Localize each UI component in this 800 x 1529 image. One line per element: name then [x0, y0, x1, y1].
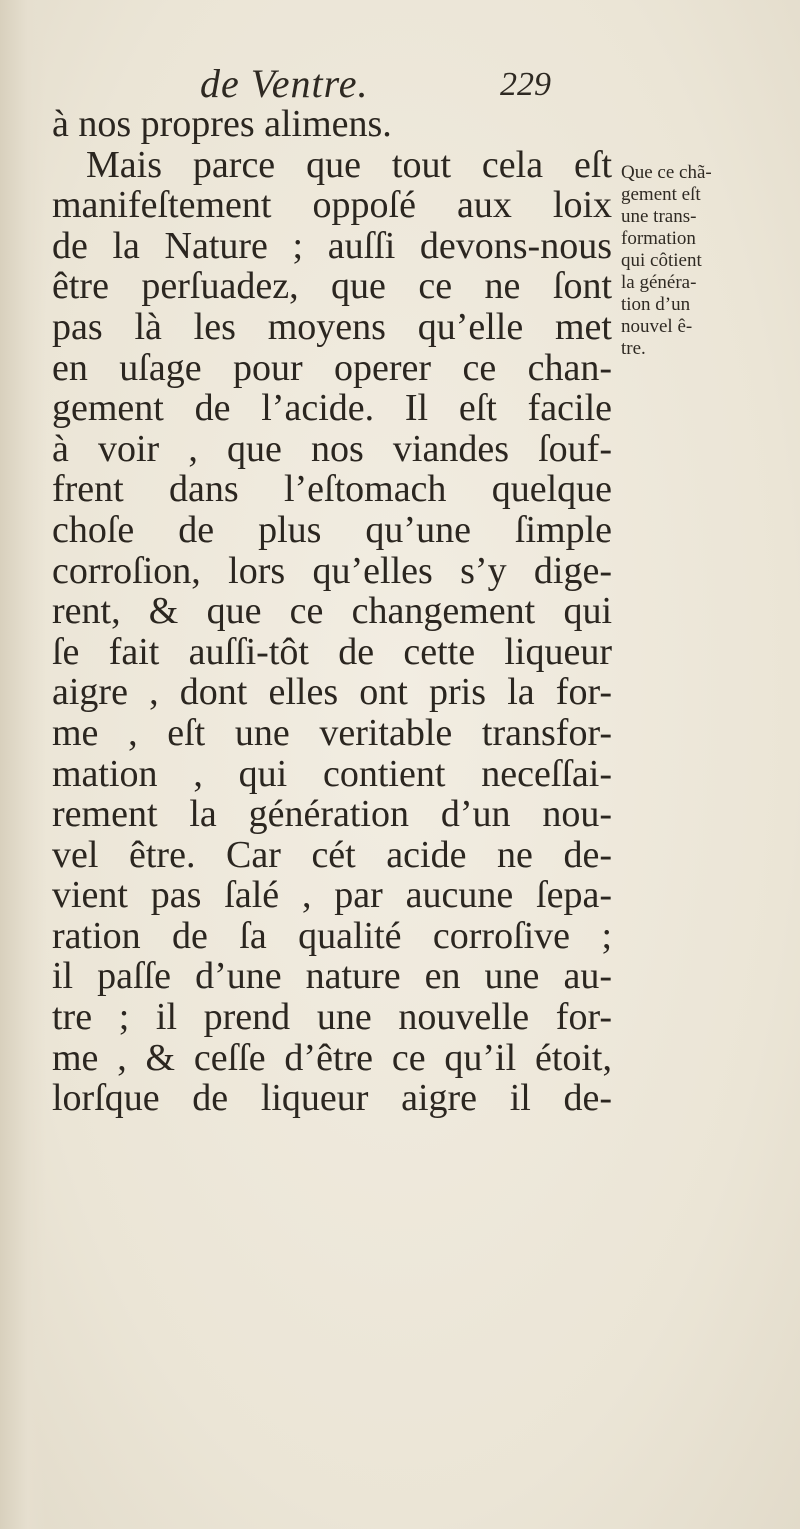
margin-note-line: la généra- [621, 272, 697, 293]
page-gutter-shadow [0, 0, 46, 1529]
text-line: me , & ceſſe d’être ce qu’il étoit, [52, 1036, 612, 1079]
text-line: tre ; il prend une nouvelle for- [52, 996, 612, 1039]
margin-note-line: une trans- [621, 206, 697, 227]
text-line: rement la génération d’un nou- [52, 793, 612, 836]
text-line: en uſage pour operer ce chan- [52, 346, 612, 389]
text-line: aigre , dont elles ont pris la for- [52, 671, 612, 714]
text-line: Mais parce que tout cela eſt [86, 143, 612, 186]
text-line: de la Nature ; auſſi devons-nous [52, 224, 612, 267]
text-line: ration de ſa qualité corroſive ; [52, 914, 612, 957]
text-line: pas là les moyens qu’elle met [52, 305, 612, 348]
margin-note-line: tion d’un [621, 294, 691, 315]
text-line: à nos propres alimens. [52, 103, 392, 145]
text-line: être perſuadez, que ce ne ſont [52, 265, 612, 308]
margin-note-line: tre. [621, 338, 646, 359]
text-line: manifeſtement oppoſé aux loix [52, 184, 612, 227]
body-text [52, 104, 612, 1119]
text-line: il paſſe d’une nature en une au- [52, 955, 612, 998]
text-line: corroſion, lors qu’elles s’y dige- [52, 549, 612, 592]
text-line: me , eſt une veritable transfor- [52, 711, 612, 754]
margin-note-line: Que ce chã- [621, 162, 712, 183]
text-line: frent dans l’eſtomach quelque [52, 468, 612, 511]
margin-note [621, 162, 791, 360]
text-line: à voir , que nos viandes ſouf- [52, 427, 612, 470]
text-line: choſe de plus qu’une ſimple [52, 508, 612, 551]
text-line: lorſque de liqueur aigre il de- [52, 1077, 612, 1120]
text-line: vient pas ſalé , par aucune ſepa- [52, 874, 612, 917]
text-line: mation , qui contient neceſſai- [52, 752, 612, 795]
text-line: ſe fait auſſi-tôt de cette liqueur [52, 630, 612, 673]
text-line: gement de l’acide. Il eſt facile [52, 387, 612, 430]
text-line: rent, & que ce changement qui [52, 590, 612, 633]
margin-note-line: qui côtient [621, 250, 702, 271]
margin-note-line: formation [621, 228, 696, 249]
margin-note-line: nouvel ê- [621, 316, 693, 337]
margin-note-line: gement eſt [621, 184, 701, 205]
page-number: 229 [500, 66, 551, 103]
text-line: vel être. Car cét acide ne de- [52, 833, 612, 876]
running-title: de Ventre. [200, 61, 369, 106]
